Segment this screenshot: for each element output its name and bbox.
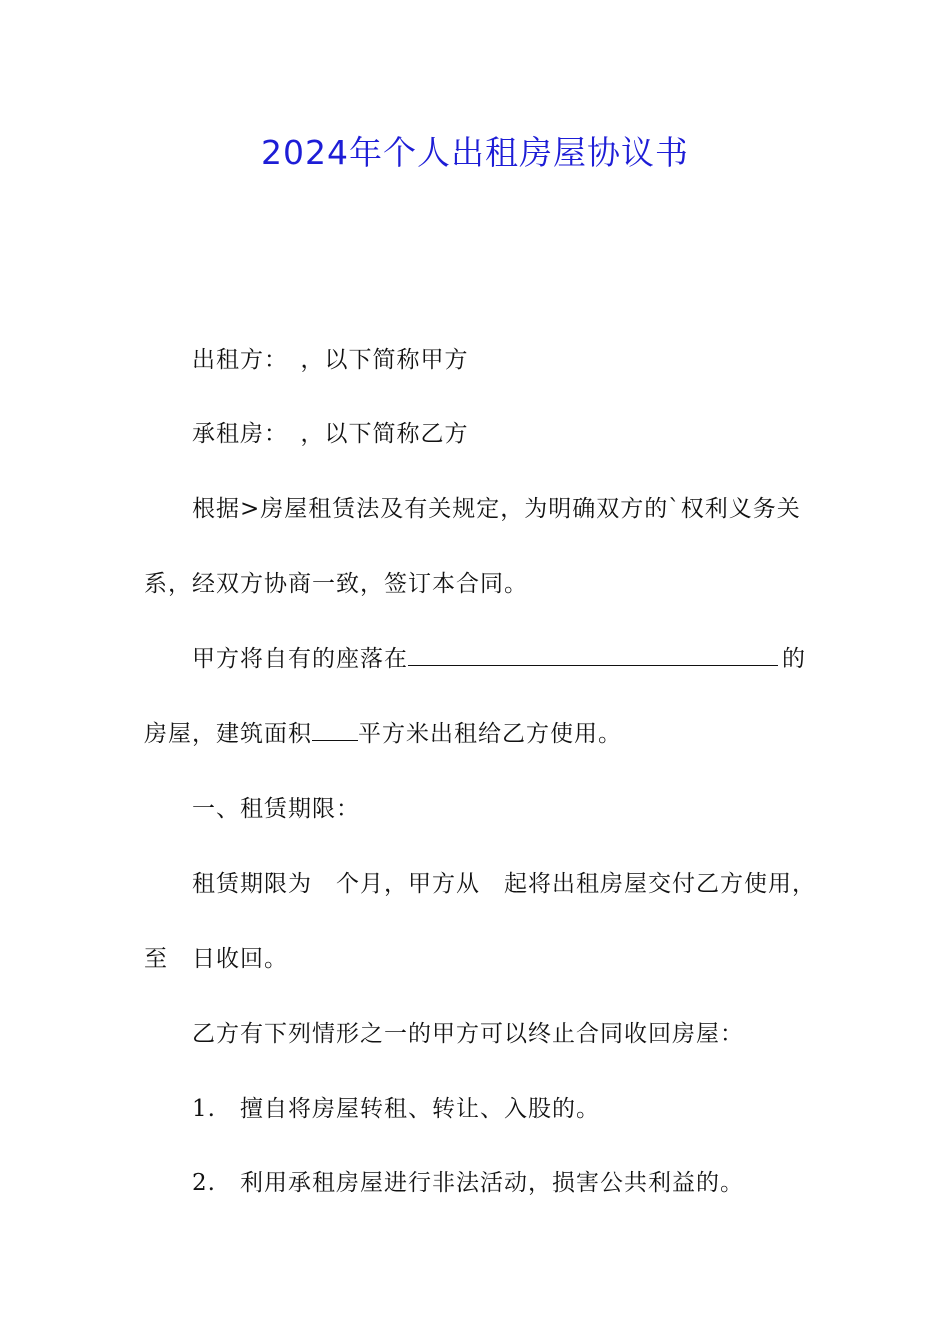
lease-term-line-2: 至 日收回。 <box>144 946 288 972</box>
termination-item-2: 2. 利用承租房屋进行非法活动，损害公共利益的。 <box>192 1170 744 1196</box>
property-area-label: 房屋，建筑面积 <box>144 721 312 747</box>
termination-item-1: 1. 擅自将房屋转租、转让、入股的。 <box>192 1096 600 1122</box>
lessee-line: 承租房： ，以下简称乙方 <box>192 421 469 447</box>
lessor-line: 出租方： ，以下简称甲方 <box>192 347 469 373</box>
property-location-blank <box>408 643 778 666</box>
section-1-heading: 一、租赁期限： <box>192 796 360 822</box>
property-paragraph-line-2 <box>144 716 622 752</box>
property-location-suffix: 的 <box>782 646 806 672</box>
property-area-blank <box>312 718 358 741</box>
property-area-suffix: 平方米出租给乙方使用。 <box>358 721 622 747</box>
property-paragraph-line-1 <box>192 641 778 677</box>
lease-term-line-1: 租赁期限为 个月，甲方从 起将出租房屋交付乙方使用， <box>192 871 816 897</box>
property-location-label: 甲方将自有的座落在 <box>192 646 408 672</box>
basis-paragraph-line-1: 根据>房屋租赁法及有关规定，为明确双方的`权利义务关 <box>192 496 801 522</box>
document-title: 2024年个人出租房屋协议书 <box>261 133 689 172</box>
basis-paragraph-line-2: 系，经双方协商一致，签订本合同。 <box>144 571 528 597</box>
termination-intro: 乙方有下列情形之一的甲方可以终止合同收回房屋： <box>192 1021 744 1047</box>
